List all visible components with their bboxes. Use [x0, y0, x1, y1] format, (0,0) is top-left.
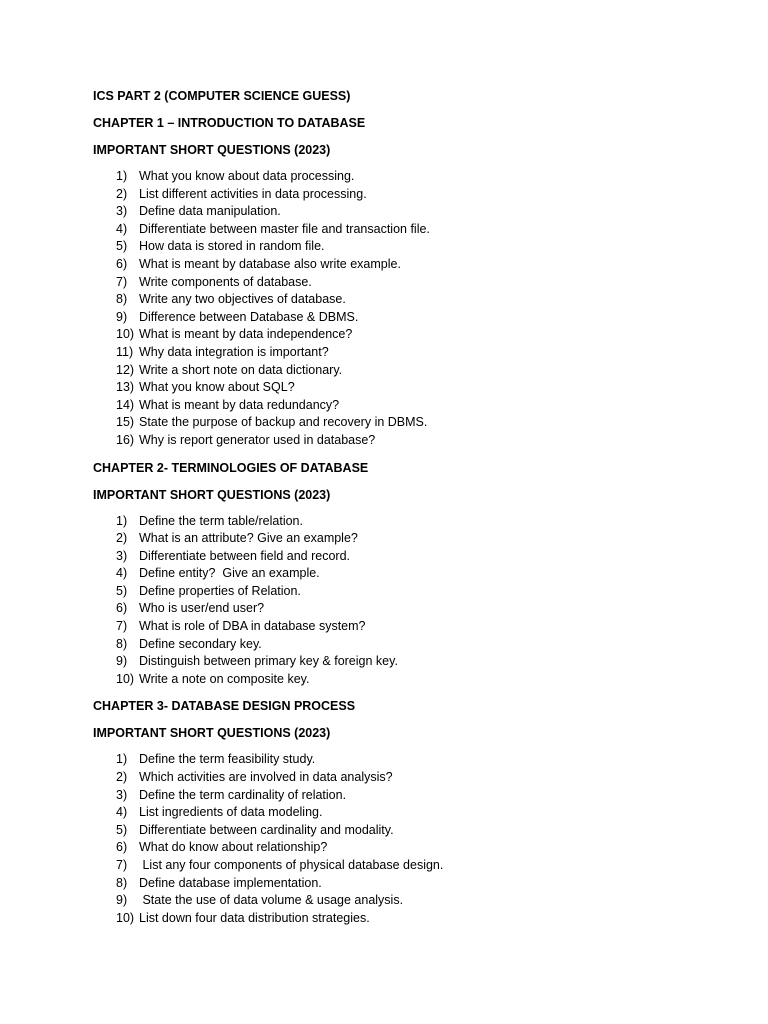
- question-number: 1): [116, 169, 128, 183]
- question-text: Define database implementation.: [139, 875, 322, 890]
- question-text: Which activities are involved in data analysis?: [139, 770, 393, 785]
- question-text: Why data integration is important?: [139, 344, 329, 359]
- question-text: List ingredients of data modeling.: [139, 805, 323, 820]
- question-number: 8): [116, 875, 128, 890]
- list-item: [93, 513, 733, 531]
- question-number: 4): [116, 221, 128, 236]
- question-text: Difference between Database & DBMS.: [139, 309, 359, 324]
- question-text: Differentiate between master file and transaction file.: [139, 221, 430, 236]
- question-number: 6): [116, 840, 128, 855]
- list-item: [93, 344, 733, 362]
- question-text: Distinguish between primary key & foreign key.: [139, 654, 398, 669]
- list-item: [93, 565, 733, 583]
- question-number: 12): [116, 362, 135, 377]
- question-number: 3): [116, 787, 128, 802]
- questions-subheading: IMPORTANT SHORT QUESTIONS (2023): [93, 143, 331, 157]
- list-item: [93, 256, 733, 274]
- question-text: Write any two objectives of database.: [139, 292, 346, 307]
- list-item: [93, 530, 733, 548]
- question-number: 4): [116, 566, 128, 581]
- question-list: [93, 751, 733, 927]
- question-text: List down four data distribution strategies.: [139, 910, 370, 925]
- list-item: [93, 379, 733, 397]
- question-number: 7): [116, 619, 128, 634]
- question-text: What you know about SQL?: [139, 380, 295, 395]
- question-text: Define the term table/relation.: [139, 513, 303, 528]
- question-text: What is meant by data independence?: [139, 327, 353, 342]
- question-text: Write a note on composite key.: [139, 671, 310, 686]
- question-number: 2): [116, 186, 128, 201]
- question-number: 3): [116, 204, 128, 219]
- list-item: [93, 804, 733, 822]
- question-number: 7): [116, 858, 128, 872]
- list-item: [93, 636, 733, 654]
- question-text: What do know about relationship?: [139, 840, 328, 855]
- list-item: [93, 787, 733, 805]
- question-text: List different activities in data processing.: [139, 186, 367, 201]
- question-number: 9): [116, 654, 128, 669]
- list-item: [93, 618, 733, 636]
- chapter-section: [93, 115, 733, 450]
- question-text: What is role of DBA in database system?: [139, 619, 366, 634]
- question-list: [93, 168, 733, 450]
- question-number: 8): [116, 292, 128, 307]
- list-item: [93, 221, 733, 239]
- list-item: [93, 875, 733, 893]
- list-item: [93, 857, 733, 875]
- list-item: [93, 892, 733, 910]
- list-item: [93, 186, 733, 204]
- question-number: 2): [116, 531, 128, 546]
- question-text: Write a short note on data dictionary.: [139, 362, 343, 377]
- question-text: Differentiate between cardinality and modality.: [139, 822, 394, 837]
- list-item: [93, 751, 733, 769]
- question-number: 1): [116, 752, 128, 767]
- document-title: ICS PART 2 (COMPUTER SCIENCE GUESS): [93, 89, 351, 103]
- question-number: 11): [116, 344, 134, 359]
- list-item: [93, 910, 733, 928]
- list-item: [93, 414, 733, 432]
- question-text: Define the term feasibility study.: [139, 752, 316, 767]
- question-number: 7): [116, 274, 128, 289]
- list-item: [93, 548, 733, 566]
- question-number: 15): [116, 415, 135, 430]
- questions-subheading: IMPORTANT SHORT QUESTIONS (2023): [93, 726, 331, 741]
- document-content: [93, 88, 733, 937]
- question-number: 8): [116, 636, 128, 651]
- question-number: 5): [116, 239, 128, 254]
- question-number: 6): [116, 256, 128, 271]
- list-item: [93, 822, 733, 840]
- list-item: [93, 274, 733, 292]
- question-number: 1): [116, 513, 128, 528]
- question-number: 5): [116, 822, 128, 837]
- question-text: Who is user/end user?: [139, 601, 265, 616]
- chapters-container: [93, 115, 733, 927]
- list-item: [93, 309, 733, 327]
- question-text: State the use of data volume & usage analysis.: [139, 893, 404, 908]
- question-text: What you know about data processing.: [139, 169, 355, 183]
- list-item: [93, 203, 733, 221]
- question-text: What is an attribute? Give an example?: [139, 531, 358, 546]
- question-list: [93, 513, 733, 689]
- list-item: [93, 238, 733, 256]
- chapter-title: CHAPTER 1 – INTRODUCTION TO DATABASE: [93, 116, 366, 130]
- question-text: Why is report generator used in database?: [139, 432, 376, 447]
- question-number: 3): [116, 548, 128, 563]
- question-text: Write components of database.: [139, 274, 312, 289]
- question-number: 10): [116, 671, 135, 686]
- question-text: Define secondary key.: [139, 636, 262, 651]
- question-text: How data is stored in random file.: [139, 239, 325, 254]
- question-number: 16): [116, 432, 135, 447]
- question-number: 10): [116, 327, 135, 342]
- list-item: [93, 168, 733, 186]
- question-number: 14): [116, 397, 135, 412]
- list-item: [93, 671, 733, 689]
- question-number: 4): [116, 805, 128, 820]
- question-text: Define entity? Give an example.: [139, 566, 320, 581]
- list-item: [93, 432, 733, 450]
- question-text: What is meant by data redundancy?: [139, 397, 340, 412]
- question-text: Define data manipulation.: [139, 204, 281, 219]
- list-item: [93, 839, 733, 857]
- chapter-section: [93, 460, 733, 689]
- question-text: Differentiate between field and record.: [139, 548, 351, 563]
- list-item: [93, 653, 733, 671]
- question-number: 10): [116, 910, 135, 925]
- question-text: Define properties of Relation.: [139, 583, 301, 598]
- question-number: 5): [116, 583, 128, 598]
- list-item: [93, 326, 733, 344]
- question-text: Define the term cardinality of relation.: [139, 787, 347, 802]
- list-item: [93, 769, 733, 787]
- question-text: State the purpose of backup and recovery in DBMS.: [139, 415, 428, 430]
- list-item: [93, 291, 733, 309]
- chapter-title: CHAPTER 2- TERMINOLOGIES OF DATABASE: [93, 460, 369, 475]
- question-number: 9): [116, 893, 128, 908]
- question-number: 6): [116, 601, 128, 616]
- question-text: List any four components of physical database design.: [139, 858, 444, 872]
- list-item: [93, 600, 733, 618]
- chapter-title: CHAPTER 3- DATABASE DESIGN PROCESS: [93, 699, 356, 714]
- chapter-section: [93, 698, 733, 927]
- list-item: [93, 397, 733, 415]
- question-number: 13): [116, 380, 135, 395]
- list-item: [93, 362, 733, 380]
- list-item: [93, 583, 733, 601]
- questions-subheading: IMPORTANT SHORT QUESTIONS (2023): [93, 487, 331, 502]
- question-text: What is meant by database also write example.: [139, 256, 401, 271]
- question-number: 9): [116, 309, 128, 324]
- question-number: 2): [116, 770, 128, 785]
